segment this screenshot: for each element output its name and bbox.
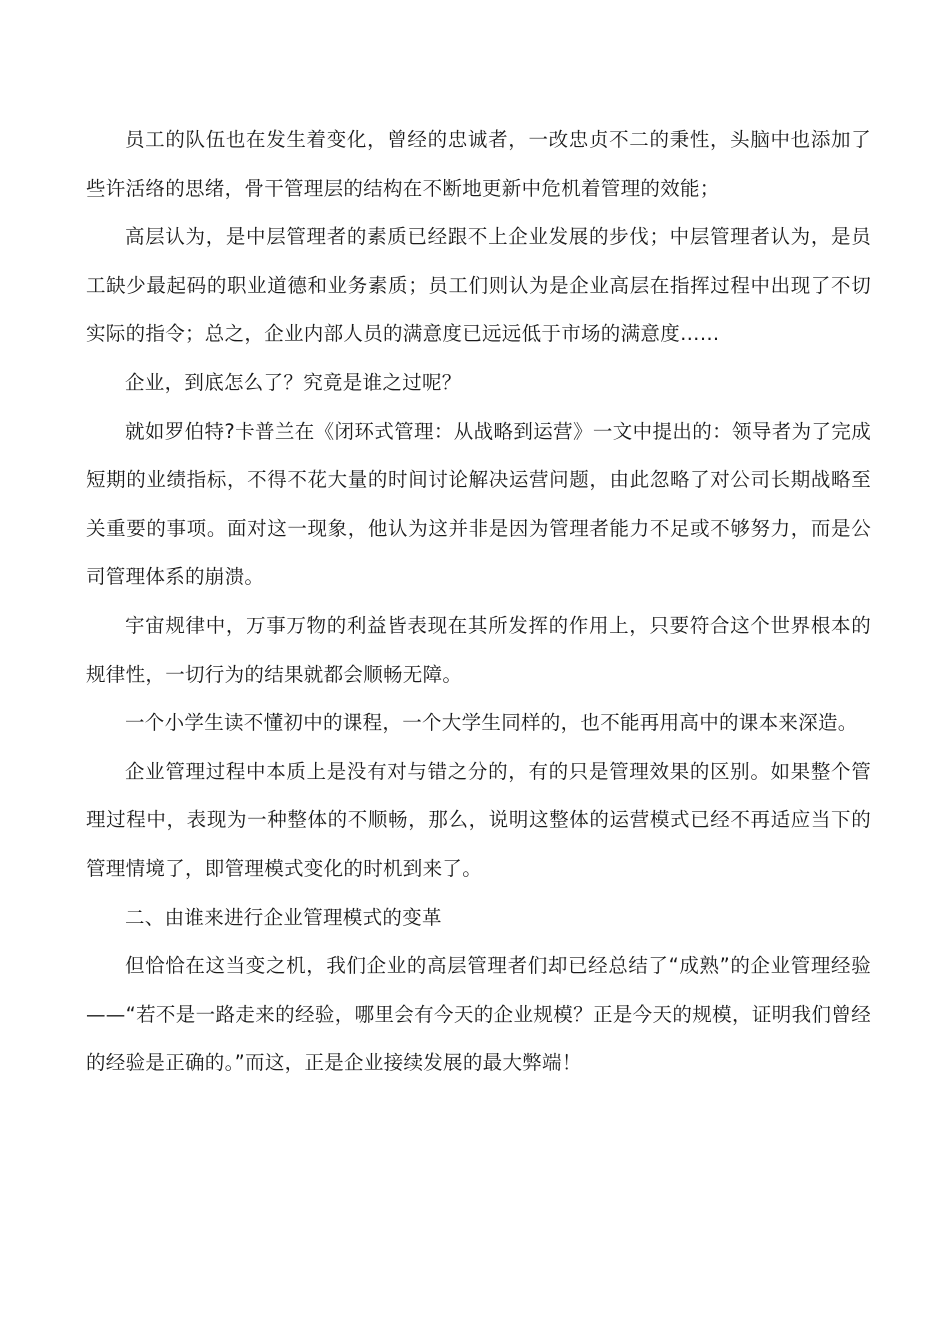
paragraph-management-process: 企业管理过程中本质上是没有对与错之分的，有的只是管理效果的区别。如果整个管理过程中，表现为一种整体的不顺畅，那么，说明这整体的运营模式已经不再适应当下的管理情境了，即管理模式变化的时机到来了。 (86, 759, 871, 880)
paragraph-staff-changes: 员工的队伍也在发生着变化，曾经的忠诚者，一改忠贞不二的秉性，头脑中也添加了些许活络的思绪，骨干管理层的结构在不断地更新中危机着管理的效能； (86, 128, 871, 200)
paragraph-management-views: 高层认为，是中层管理者的素质已经跟不上企业发展的步伐；中层管理者认为，是员工缺少最起码的职业道德和业务素质；员工们则认为是企业高层在指挥过程中出现了不切实际的指令；总之，企业内部人员的满意度已远远低于市场的满意度…… (86, 225, 871, 346)
paragraph-universal-law: 宇宙规律中，万事万物的利益皆表现在其所发挥的作用上，只要符合这个世界根本的规律性，一切行为的结果就都会顺畅无障。 (86, 613, 871, 686)
document-body (86, 116, 871, 1088)
paragraph-kaplan-quote: 就如罗伯特?卡普兰在《闭环式管理：从战略到运营》一文中提出的：领导者为了完成短期的业绩指标，不得不花大量的时间讨论解决运营问题，由此忽略了对公司长期战略至关重要的事项。面对这一现象，他认为这并非是因为管理者能力不足或不够努力，而是公司管理体系的崩溃。 (86, 419, 871, 589)
section-heading-transformation: 二、由谁来进行企业管理模式的变革 (125, 905, 442, 929)
paragraph-question: 企业，到底怎么了？究竟是谁之过呢？ (125, 370, 462, 394)
paragraph-mature-experience: 但恰恰在这当变之机，我们企业的高层管理者们却已经总结了“成熟”的企业管理经验——“若不是一路走来的经验，哪里会有今天的企业规模？正是今天的规模，证明我们曾经的经验是正确的。”而这，正是企业接续发展的最大弊端！ (86, 954, 871, 1075)
paragraph-student-analogy: 一个小学生读不懂初中的课程，一个大学生同样的，也不能再用高中的课本来深造。 (125, 711, 858, 735)
